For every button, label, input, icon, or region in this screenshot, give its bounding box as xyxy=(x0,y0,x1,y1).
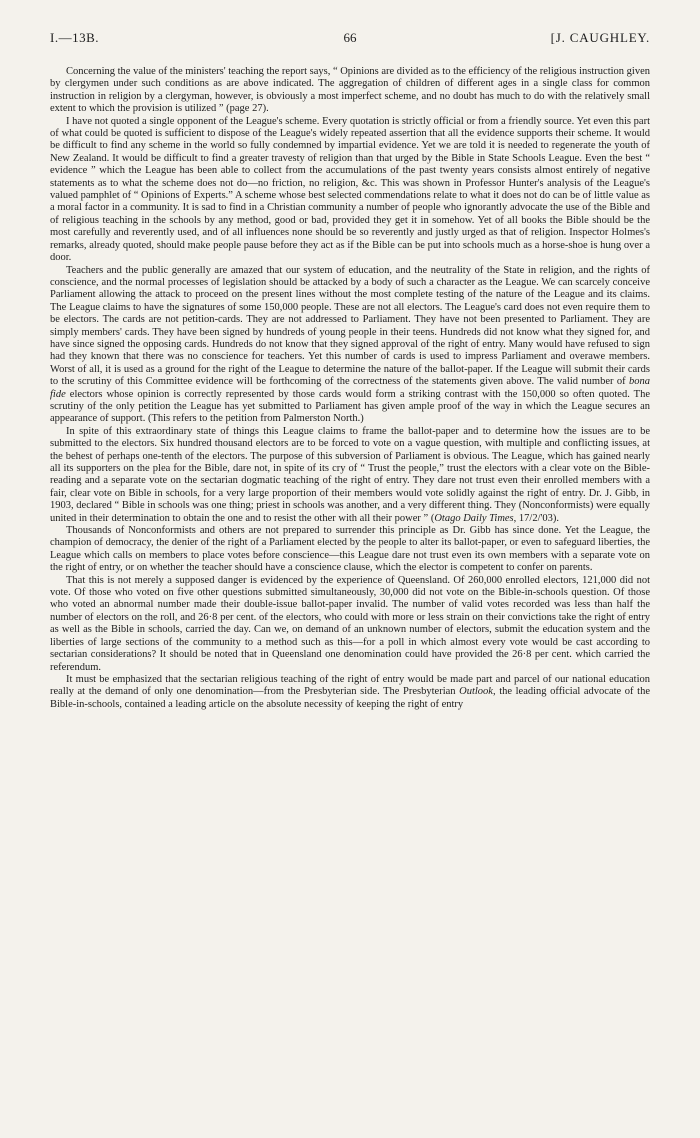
body-text xyxy=(50,66,650,711)
paragraph-1: Concerning the value of the ministers' teaching the report says, “ Opinions are divided as to the efficiency of the religious instruction given by clergymen under such conditions as are above indicated. The aggregation of children of different ages in a single class for common instruction in religion by a clergyman, however, is obviously a most imperfect scheme, and no doubt has much to do with the relatively small extent to which the provision is utilized ” (page 27). xyxy=(50,66,650,115)
paragraph-4: In spite of this extraordinary state of things this League claims to frame the ballot-paper and to determine how the issues are to be submitted to the electors. Six hundred thousand electors are to be forced to vote on a vague question, with multiple and conflicting issues, at the behest of perhaps one-tenth of the electors. The purpose of this subversion of Parliament is obvious. The League, which has gained nearly all its supporters on the plea for the Bible, dare not, in spite of its cry of “ Trust the people,” trust the electors with a clear vote on the Bible-reading and a separate vote on the sectarian dogmatic teaching of the right of entry. They dare not trust even their enrolled members with a fair, clear vote on Bible in schools, for a very large proportion of their members would vote solidly against the right of entry. Dr. J. Gibb, in 1903, declared “ Bible in schools was one thing; priest in schools was another, and a very different thing. They (Nonconformists) were equally united in their determination to obtain the one and to resist the other with all their power ” (Otago Daily Times, 17/2/'03). xyxy=(50,425,650,524)
author-name: [J. CAUGHLEY. xyxy=(550,30,650,45)
running-header xyxy=(50,30,650,66)
page-number: 66 xyxy=(343,30,357,45)
paragraph-5: Thousands of Nonconformists and others are not prepared to surrender this principle as Dr. Gibb has since done. Yet the League, the champion of democracy, the denier of the right of a Parliament elected by the people to alter its ballot-paper, or even to safeguard liberties, the League which calls on members to place votes before conscience—this League dare not trust even its own members with a separate vote on the right of entry, or on whether the teacher should have a conscience clause, which the elector is competent to confer on parents. xyxy=(50,525,650,574)
paragraph-2: I have not quoted a single opponent of the League's scheme. Every quotation is strictly official or from a friendly source. Yet even this part of what could be quoted is sufficient to dispose of the League's widely repeated assertion that all the evidence supports their scheme. It would be difficult to find any scheme in the world so fully condemned by impartial evidence. Yet we are told it is needed to regenerate the youth of New Zealand. It would be difficult to find a greater travesty of religion than that urged by the Bible in State Schools League. Even the best “ evidence ” which the League has been able to collect from the accumulations of the past twenty years consists almost entirely of negative statements as to what the scheme does not do—no friction, no religion, &c. This was shown in Professor Hunter's analysis of the League's valued pamphlet of “ Opinions of Experts.” A scheme whose best selected commendations relate to what it does not do can be of little value as a moral factor in a community. It is sad to find in a Christian community a number of people who ignorantly advocate the use of the Bible and of religious teaching in the schools by any method, good or bad, provided they get it in somehow. Yet of all books the Bible should be the most carefully and reverently used, and of all influences none should be so reverently and justly urged as that of religion. Inspector Holmes's remarks, already quoted, should make people pause before they act as if the Bible can be put into schools much as a horse-shoe is hung over a door. xyxy=(50,115,650,264)
paragraph-6: That this is not merely a supposed danger is evidenced by the experience of Queensland. Of 260,000 enrolled electors, 121,000 did not vote. Of those who voted on five other questions submitted simultaneously, 30,000 did not vote on the Bible-in-schools question. Of those who voted an abnormal number made their double-issue ballot-paper invalid. The number of valid votes recorded was less than half the number of electors on the roll, and 26·8 per cent. of the electors, who could with more or less strain on their convictions take the right of entry as well as the Bible in schools, carried the day. Can we, on demand of an unknown number of electors, submit the education system and the liberties of large sections of the community to a method such as this—for a poll in which almost every vote would be cast according to sectarian considerations? It should be noted that in Queensland one denomination could have provided the 26·8 per cent. which carried the referendum. xyxy=(50,574,650,673)
paper-reference: I.—13B. xyxy=(50,30,99,45)
paragraph-7: It must be emphasized that the sectarian religious teaching of the right of entry would be made part and parcel of our national education really at the demand of only one denomination—from the Presbyterian side. The Presbyterian Outlook, the leading official advocate of the Bible-in-schools, contained a leading article on the absolute necessity of keeping the right of entry xyxy=(50,673,650,710)
paragraph-3: Teachers and the public generally are amazed that our system of education, and the neutrality of the State in religion, and the rights of conscience, and the normal processes of legislation should be attacked by a body of such a character as the League. We can scarcely conceive Parliament allowing the attack to proceed on the present lines without the most complete testing of the nature of the League and its claims. The League claims to have the signatures of some 150,000 people. These are not all electors. The League's card does not even require them to be electors. The cards are not petition-cards. They are not addressed to Parliament. They have not been presented to Parliament. They are simply members' cards. They have been signed by hundreds of young people in their teens. Hundreds did not know what they signed for, and have since signed the opposing cards. Hundreds do not know that they signed approval of the right of entry. Many would have refused to sign had they known that there was no conscience for teachers. Yet this number of cards is used to impress Parliament and overawe members. Worst of all, it is used as a ground for the right of the League to determine the nature of the ballot-paper. If the League will submit their cards to the scrutiny of this Committee evidence will be forthcoming of the correctness of the statements given above. The valid number of bona fide electors whose opinion is correctly represented by those cards would form a striking contrast with the 150,000 so often quoted. The scrutiny of the only petition the League has yet submitted to Parliament has given ample proof of the way in which the League secures an appearance of support. (This refers to the petition from Palmerston North.) xyxy=(50,264,650,425)
